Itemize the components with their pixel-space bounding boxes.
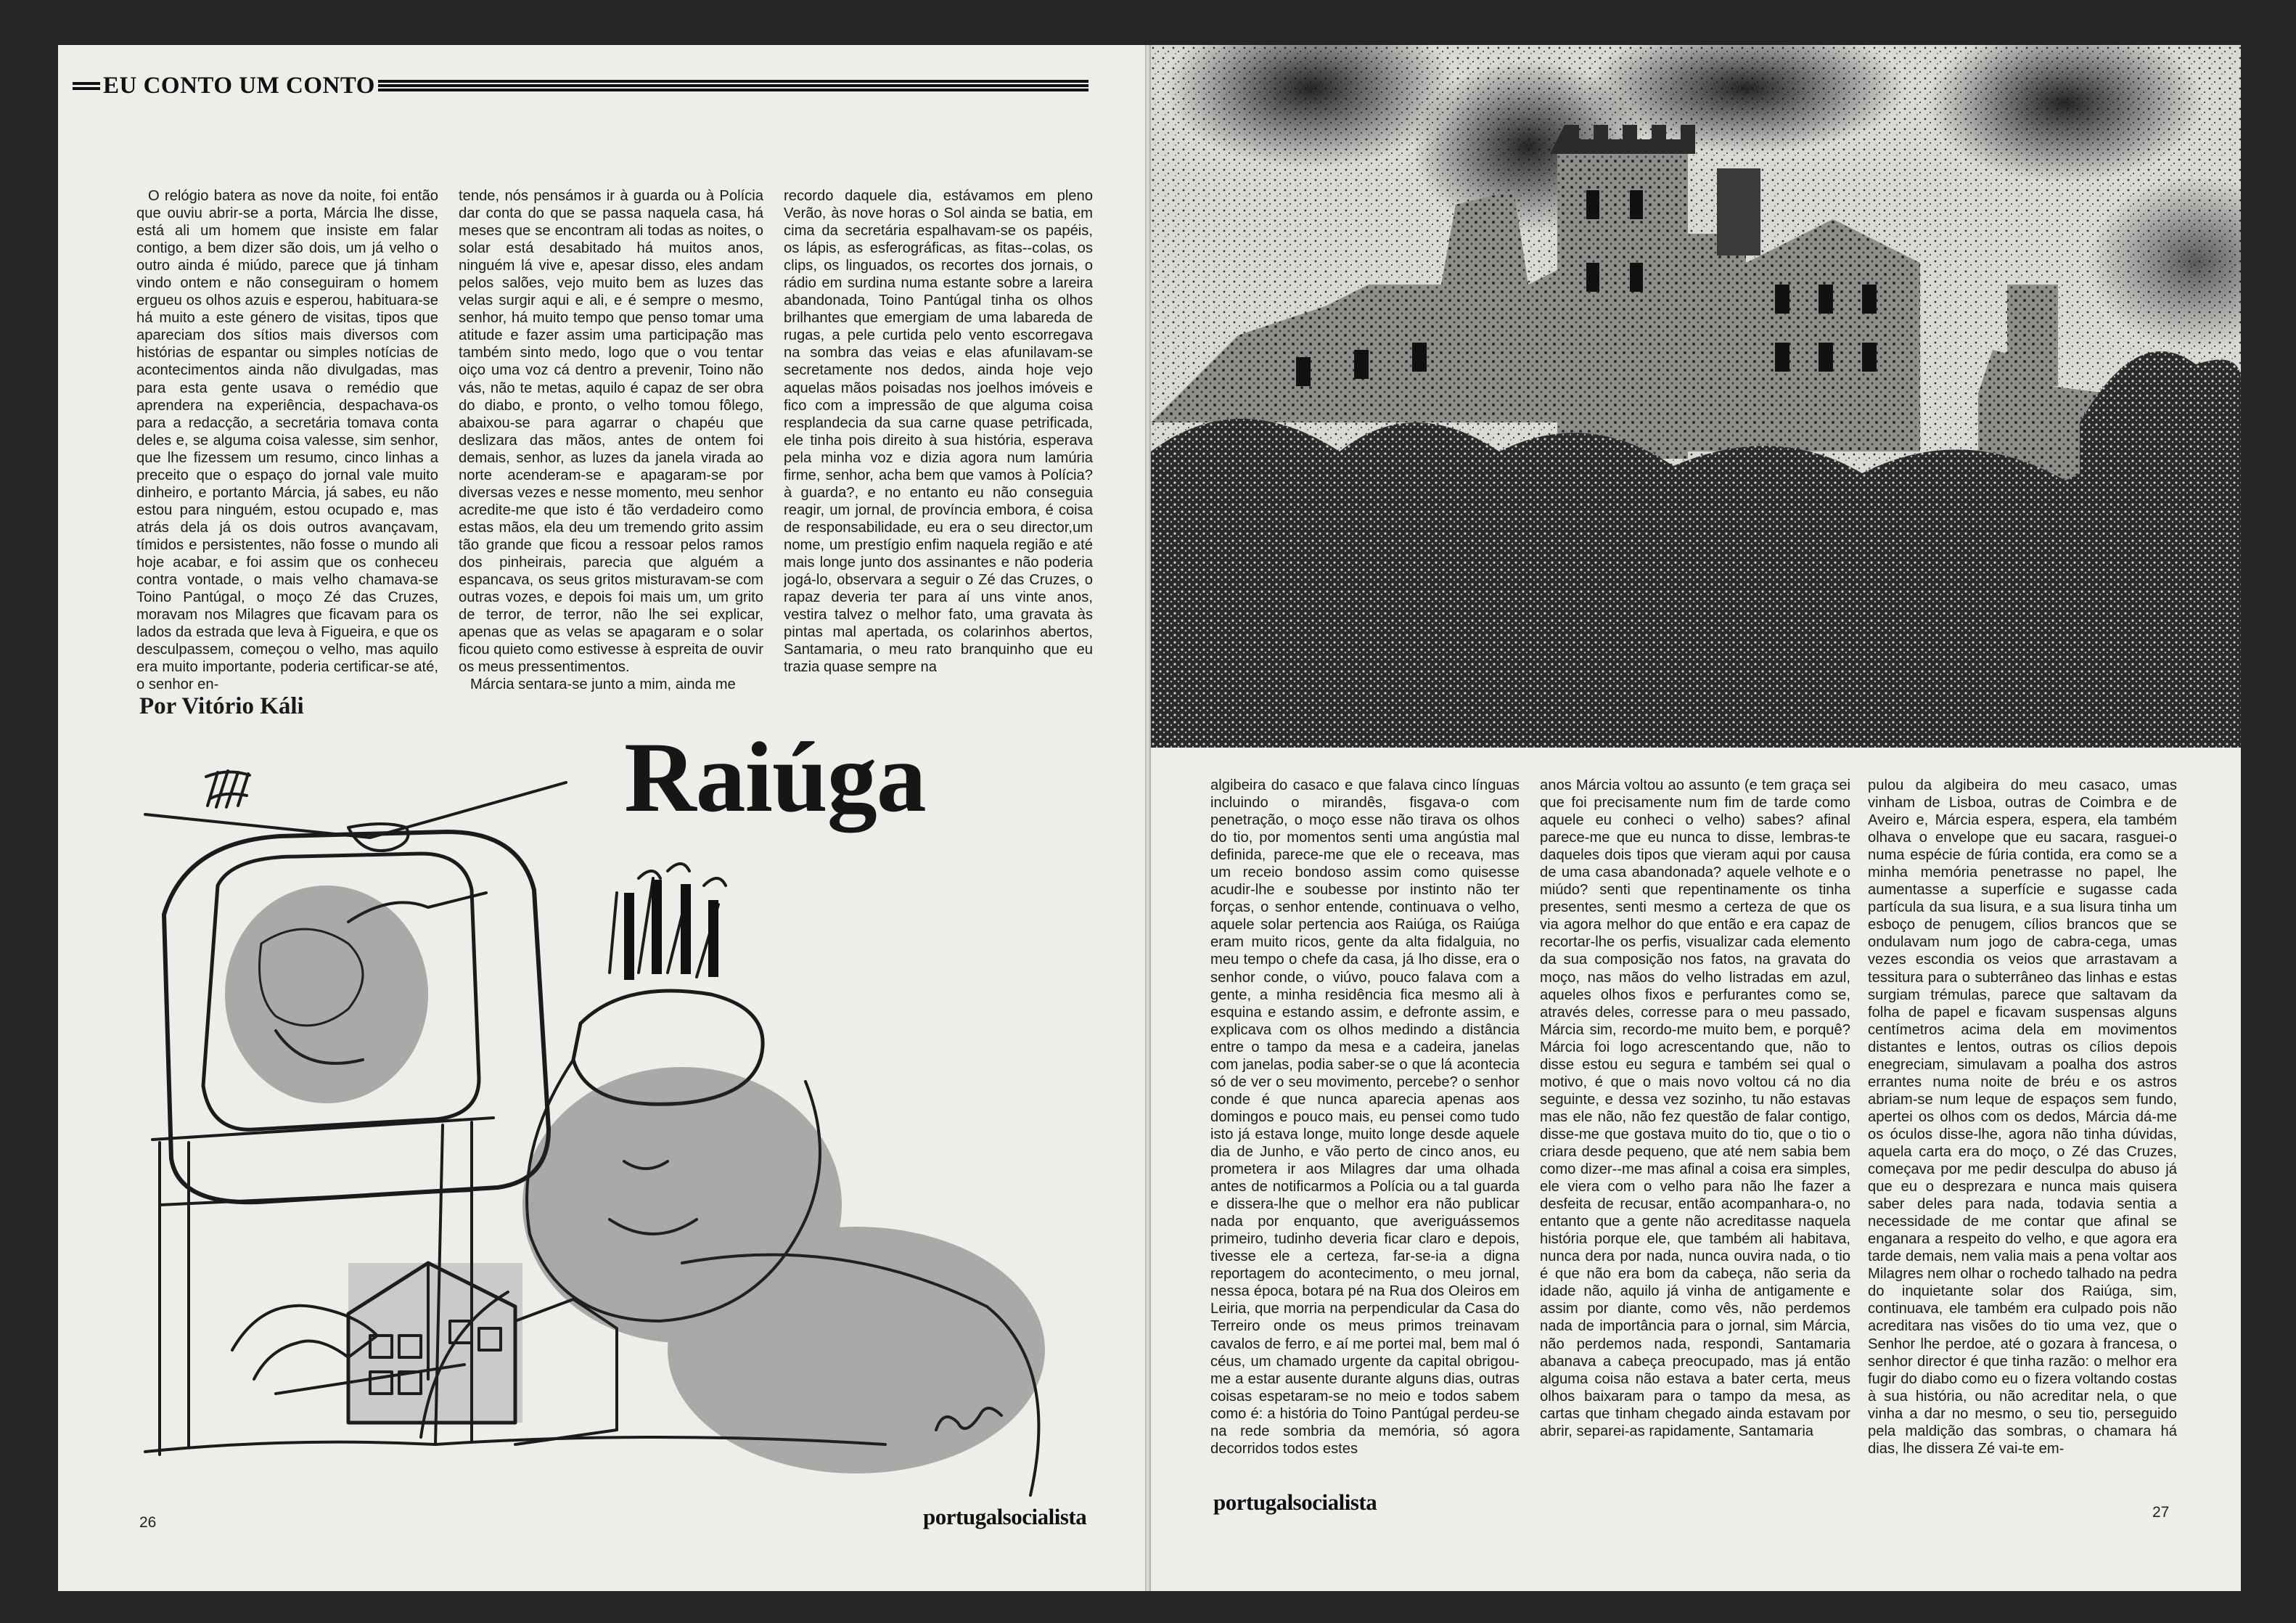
page-number-left: 26 bbox=[139, 1514, 157, 1531]
left-column-3 bbox=[784, 187, 1093, 695]
page-number-right: 27 bbox=[2152, 1504, 2170, 1521]
story-illustration bbox=[131, 755, 1103, 1510]
publication-brand-left: portugalsocialista bbox=[923, 1504, 1087, 1529]
right-column-2 bbox=[1540, 777, 1850, 1503]
castle-photo bbox=[1151, 45, 2241, 748]
rubric-rule-left bbox=[73, 82, 100, 90]
paragraph: algibeira do casaco e que falava cinco línguas incluindo o mirandês, fisgava-o com penetração, o moço esse não tirava os olhos do tio, por momentos senti uma angústia mal definida, parece-me que ele o receava, mas um receio bondoso assim como quisesse acudir-lhe e soubesse por instinto não ter forças, o senhor entende, continuava o velho, aquele solar pertencia aos Raiúga, os Raiúga eram muito ricos, gente da alta fidalguia, no meu tempo o chefe da casa, já lho disse, era o senhor conde, o viúvo, pouco falava com a gente, a minha residência fica mesmo ali à esquina e estando assim, e defronte assim, e explicava com os olhos medindo a distância entre o tampo da mesa e a cadeira, janelas com janelas, podia saber-se o que lá acontecia só de ver o seu movimento, percebe? o senhor conde é que nunca aparecia apenas aos domingos e pouco mais, eu pensei como tudo isto já estava longe, muito longe desde aquele dia de Junho, e vão perto de cinco anos, eu prometera ir aos Milagres dar uma olhada antes de notificarmos a Polícia ou a tal guarda e dissera-lhe que o melhor era não publicar nada por enquanto, que averiguássemos primeiro, tudinho deveria ficar claro e depois, tivesse ele a certeza, far-se-ia a digna reportagem do acontecimento, o meu jornal, nessa época, botara pé na Rua dos Oleiros em Leiria, que morria na perpendicular da Casa do Terreiro onde os meus primos treinavam cavalos de ferro, e aí me portei mal, bem mal ó céus, um chamado urgente da capital obrigou-me a estar ausente durante alguns dias, outras coisas espetaram-se no meio e todos sabem como é: a história do Toino Pantúgal perdeu-se na rede sombria da memória, só agora decorridos todos estes bbox=[1210, 777, 1520, 1457]
right-column-1 bbox=[1210, 777, 1520, 1503]
left-column-1 bbox=[136, 187, 438, 695]
publication-brand-right: portugalsocialista bbox=[1213, 1489, 1377, 1515]
section-rubric bbox=[73, 71, 1088, 100]
byline: Por Vitório Káli bbox=[139, 693, 304, 719]
paragraph: recordo daquele dia, estávamos em pleno Verão, às nove horas o Sol ainda se batia, em cima da secretária espalhavam-se os papéis, os lápis, as esferográficas, as fitas--colas, os clips, os linguados, os recortes dos jornais, o rádio em surdina numa estante sobre a lareira abandonada, Toino Pantúgal tinha os olhos brilhantes que emergiam de uma labareda de rugas, a pele curtida pelo vento escorregava na sombra das veias e elas afunilavam-se secretamente nos dedos, ainda hoje vejo aquelas mãos poisadas nos joelhos imóveis e fico com a impressão de que alguma coisa resplandecia da sua carne quase petrificada, ele tinha pois direito à sua história, esperava pela minha voz e dizia agora num lamúria firme, senhor, acha bem que vamos à Polícia? à guarda?, e no entanto eu não conseguia reagir, um jornal, de província embora, é coisa de responsabilidade, eu era o seu director,um nome, um prestígio enfim naquela região e até mais longe junto dos assinantes e não poderia jogá-lo, observara a seguir o Zé das Cruzes, o rapaz deveria ter para aí uns vinte anos, vestira talvez o melhor fato, uma gravata às pintas mal apertada, os colarinhos abertos, Santamaria, o meu rato branquinho que eu trazia quase sempre na bbox=[784, 188, 1093, 676]
paragraph: anos Márcia voltou ao assunto (e tem graça sei que foi precisamente num fim de tarde como aquele eu conheci o velho) sabes? afinal parece-me que eu nunca to disse, lembras-te daqueles dois tipos que vieram aqui por causa de uma casa abandonada? aquele velhote e o miúdo? senti que repentinamente os tinha presentes, senti mesmo a certeza de que os via agora melhor do que então e era capaz de recortar-lhe os perfis, visualizar cada elemento da sua composição nos fatos, na gravata do moço, nas mãos do velho listradas em azul, aqueles olhos fixos e perfurantes como se, através deles, corresse para o meu passado, Márcia sim, recordo-me muito bem, e porquê? Márcia foi logo acrescentando que, não to disse estou eu segura e também sei qual o motivo, é que o mais novo voltou cá no dia seguinte, e dessa vez sozinho, tu não estavas mas ele não, não fez questão de falar contigo, disse-me que gostava muito do tio, que o tio o criara desde pequeno, que até nem sabia bem como dizer--me mas afinal a coisa era simples, ele viera com o velho para não lhe fazer a desfeita de recusar, então acompanhara-o, no entanto que a gente não acreditasse naquela história porque ele, que também ali habitava, nunca dera por nada, nunca ouvira nada, o tio é que não era bom da cabeça, não seria da idade não, aquilo já vinha de antigamente e assim por diante, como vês, não perdemos nada de importância para o jornal, sim Márcia, não perdemos nada, respondi, Santamaria abanava a cabeça preocupado, mas já então alguma coisa não estava a bater certa, meus olhos baixaram para o tampo da mesa, as cartas que tinham chegado ainda estavam por abrir, separei-as rapidamente, Santamaria bbox=[1540, 777, 1850, 1439]
right-column-3 bbox=[1868, 777, 2177, 1503]
paragraph: Márcia sentara-se junto a mim, ainda me bbox=[470, 676, 736, 693]
binding-gutter bbox=[1145, 45, 1151, 1591]
left-column-2 bbox=[459, 187, 763, 695]
story-title: Raiúga bbox=[624, 721, 926, 833]
paragraph: O relógio batera as nove da noite, foi então que ouviu abrir-se a porta, Márcia lhe disse, está ali um homem que insiste em falar contigo, a bem dizer são dois, um já velho o outro ainda é miúdo, parece que já tinham vindo ontem e não conseguiram o homem ergueu os olhos azuis e esperou, habituara-se há muito a este género de visitas, tipos que apareciam dos sítios mais diversos com histórias de espantar ou simples notícias de acontecimentos ainda não divulgadas, mas para esta gente usava o remédio que aprendera na experiência, despachava-os para a redacção, a secretária tomava conta deles e, se alguma coisa valesse, sim senhor, que lhe fizessem um resumo, cinco linhas a preceito que o espaço do jornal vale muito dinheiro, e portanto Márcia, já sabes, eu não estou para ninguém, estou ocupado e, mas atrás dela já os dois outros avançavam, tímidos e persistentes, não fosse o mundo ali hoje acabar, e foi assim que os conheceu contra vontade, o mais velho chamava-se Toino Pantúgal, o moço Zé das Cruzes, moravam nos Milagres que ficavam para os lados da estrada que leva à Figueira, e que os desculpassem, começou o velho, mas aquilo era muito importante, poderia certificar-se até, o senhor en- bbox=[136, 188, 438, 693]
rubric-rule-right bbox=[378, 80, 1088, 91]
paragraph: tende, nós pensámos ir à guarda ou à Polícia dar conta do que se passa naquela casa, há meses que se encontram ali todas as noites, o solar está desabitado há muitos anos, ninguém lá vive e, apesar disso, eles andam pelos salões, vejo muito bem as luzes das velas surgir aqui e ali, e é sempre o mesmo, senhor, há muito tempo que penso tomar uma atitude e fazer assim uma participação mas também sinto medo, logo que o vou tentar oiço uma voz cá dentro a prevenir, Toino não vás, não te metas, aquilo é capaz de ser obra do diabo, e pronto, o velho tomou fôlego, abaixou-se para agarrar o chapéu que deslizara das mãos, antes de ontem foi demais, senhor, as luzes da janela virada ao norte acenderam-se e apagaram-se por diversas vezes e nesse momento, meu senhor acredite-me que isto é tão verdadeiro como estas mãos, ela deu um tremendo grito assim tão grande que ficou a ressoar pelos ramos dos pinheirais, parecia que alguém a espancava, os seus gritos misturavam-se com outras vozes, e depois foi mais um, um grito de terror, de terror, não lhe sei explicar, apenas que as velas se apagaram e o solar ficou quieto como estivesse à espreita de ouvir os meus pressentimentos. bbox=[459, 188, 763, 676]
rubric-title: EU CONTO UM CONTO bbox=[103, 72, 375, 99]
paragraph: pulou da algibeira do meu casaco, umas vinham de Lisboa, outras de Coimbra e de Aveiro e, Márcia espera, espera, ela também olhava o envelope que eu sacara, rasguei-o numa espécie de fúria contida, era como se a minha memória penetrasse no papel, lhe aumentasse a superfície e sugasse cada partícula da sua lisura, e a sua lisura tinha um esboço de penugem, cílios brancos que se ondulavam num jogo de cabra-cega, umas vezes escondia os veios que arrastavam a tessitura para o subterrâneo das linhas e estas surgiam trémulas, parece que saltavam da folha de papel e ficavam suspensas alguns centímetros acima dela em movimentos distantes e lentos, outras os cílios depois enegreciam, simulavam a poalha dos astros errantes numa noite de bréu e os astros abriam-se num leque de espaços sem fundo, apertei os olhos com os dedos, Márcia dá-me os óculos disse-lhe, agora não tinha dúvidas, aquela carta era do moço, o Zé das Cruzes, começava por me pedir desculpa do abuso já que eu o desprezara e nunca mais quisera saber deles para nada, todavia sentia a necessidade de me contar que afinal se enganara a respeito do velho, e que agora era tarde demais, nem valia mais a pena voltar aos Milagres nem olhar o rochedo talhado na pedra do inquietante solar dos Raiúga, sim, continuava, ele também era culpado pois não acreditara nas visões do tio uma vez, que o Senhor lhe perdoe, até o gozara à francesa, o senhor director é que tinha razão: o melhor era fugir do diabo como eu o fizera voltando costas à sua história, ou não acreditar nela, o que vinha a dar no mesmo, o seu tio, perseguido pela maldição das sombras, o chamara há dias, lhe dissera Zé vai-te em- bbox=[1868, 777, 2177, 1457]
